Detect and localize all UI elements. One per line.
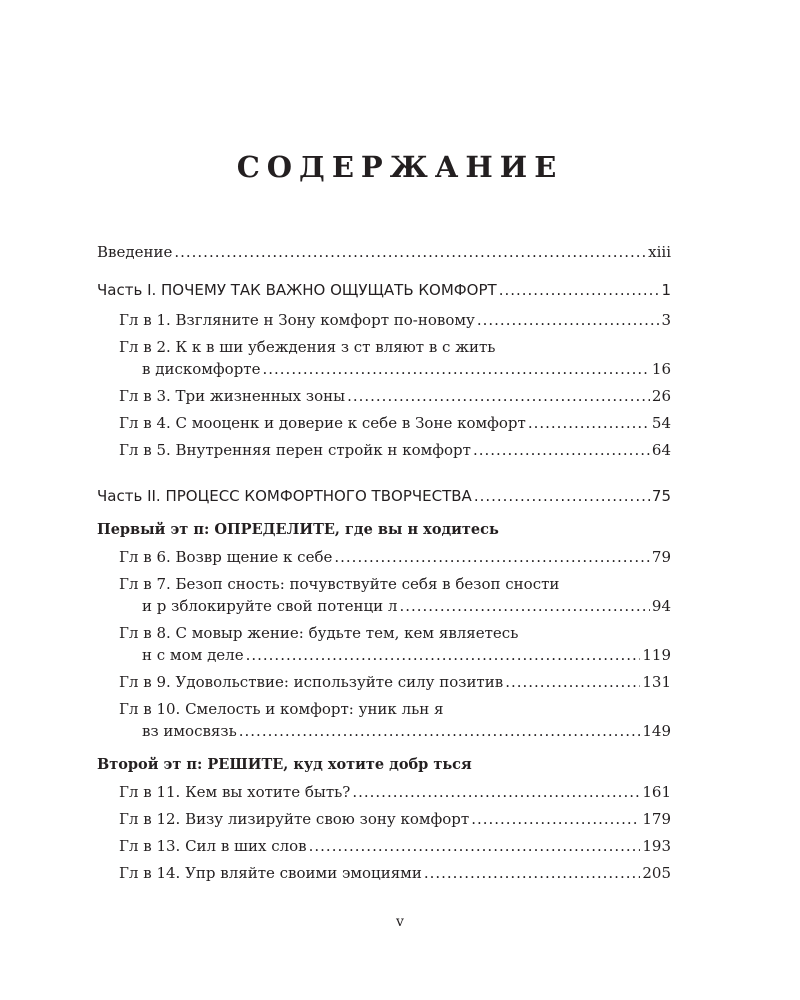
leader-dots: [505, 671, 640, 693]
entry-page: 161: [642, 783, 671, 801]
chapter-label-line2: н с мом деле: [142, 646, 244, 664]
chapter-label-line2: в дискомфорте: [142, 360, 261, 378]
leader-dots: [424, 862, 641, 884]
chapter-label: Гл в 5. Внутренняя перен стройк н комфорт: [119, 441, 471, 459]
toc-part-1[interactable]: [97, 279, 671, 301]
toc-chapter-12[interactable]: [97, 808, 671, 830]
entry-page: 131: [642, 673, 671, 691]
part-label: Часть I. ПОЧЕМУ ТАК ВАЖНО ОЩУЩАТЬ КОМФОРТ: [97, 281, 497, 299]
chapter-label-line1: Гл в 2. К к в ши убеждения з ст вляют в с жить: [119, 338, 496, 356]
entry-page: 3: [661, 311, 671, 329]
chapter-label-line2: вз имосвязь: [142, 722, 237, 740]
toc-chapter-13[interactable]: [97, 835, 671, 857]
entry-page: 16: [651, 360, 671, 378]
leader-dots: [174, 241, 646, 263]
entry-page: 79: [651, 548, 671, 566]
entry-page: 75: [651, 487, 671, 505]
stage-1-heading: Первый эт п: ОПРЕДЕЛИТЕ, где вы н ходитесь: [97, 521, 499, 538]
toc-chapter-8[interactable]: [97, 622, 671, 666]
entry-page: 205: [642, 864, 671, 882]
toc-chapter-5[interactable]: [97, 439, 671, 461]
leader-dots: [334, 546, 650, 568]
table-of-contents: [97, 236, 671, 884]
toc-chapter-4[interactable]: [97, 412, 671, 434]
leader-dots: [473, 439, 650, 461]
toc-entry-intro[interactable]: [97, 241, 671, 263]
leader-dots: [474, 485, 650, 507]
chapter-label: Гл в 6. Возвр щение к себе: [119, 548, 333, 566]
toc-chapter-10[interactable]: [97, 698, 671, 742]
entry-label: Введение: [97, 243, 173, 261]
chapter-label: Гл в 4. С мооценк и доверие к себе в Зоне комфорт: [119, 414, 526, 432]
entry-page: 119: [642, 646, 671, 664]
chapter-label-line2: и р зблокируйте свой потенци л: [142, 597, 398, 615]
chapter-label-line1: Гл в 8. С мовыр жение: будьте тем, кем являетесь: [119, 624, 519, 642]
leader-dots: [477, 309, 660, 331]
entry-page: 54: [651, 414, 671, 432]
chapter-label: Гл в 3. Три жизненных зоны: [119, 387, 346, 405]
toc-chapter-11[interactable]: [97, 781, 671, 803]
entry-page: 179: [642, 810, 671, 828]
leader-dots: [309, 835, 641, 857]
entry-page: 193: [642, 837, 671, 855]
leader-dots: [528, 412, 650, 434]
entry-page: 26: [651, 387, 671, 405]
chapter-label: Гл в 12. Визу лизируйте свою зону комфорт: [119, 810, 470, 828]
toc-chapter-2[interactable]: [97, 336, 671, 380]
entry-page: 64: [651, 441, 671, 459]
toc-chapter-1[interactable]: [97, 309, 671, 331]
toc-chapter-6[interactable]: [97, 546, 671, 568]
leader-dots: [246, 644, 641, 666]
chapter-label: Гл в 11. Кем вы хотите быть?: [119, 783, 351, 801]
stage-2-heading: Второй эт п: РЕШИТЕ, куд хотите добр ться: [97, 756, 472, 773]
entry-page: 1: [661, 281, 671, 299]
leader-dots: [352, 781, 640, 803]
leader-dots: [262, 358, 649, 380]
chapter-label-line1: Гл в 10. Смелость и комфорт: уник льн я: [119, 700, 444, 718]
page-title: СОДЕРЖАНИЕ: [236, 150, 564, 184]
entry-page: 149: [642, 722, 671, 740]
chapter-label: Гл в 14. Упр вляйте своими эмоциями: [119, 864, 422, 882]
chapter-label: Гл в 1. Взгляните н Зону комфорт по-новому: [119, 311, 475, 329]
toc-chapter-3[interactable]: [97, 385, 671, 407]
toc-chapter-9[interactable]: [97, 671, 671, 693]
toc-part-2[interactable]: [97, 485, 671, 507]
leader-dots: [499, 279, 660, 301]
toc-chapter-14[interactable]: [97, 862, 671, 884]
page-number: v: [396, 914, 404, 930]
chapter-label: Гл в 9. Удовольствие: используйте силу позитив: [119, 673, 504, 691]
entry-page: 94: [651, 597, 671, 615]
part-label: Часть II. ПРОЦЕСС КОМФОРТНОГО ТВОРЧЕСТВА: [97, 487, 472, 505]
toc-chapter-7[interactable]: [97, 573, 671, 617]
entry-page: xiii: [648, 243, 671, 261]
leader-dots: [347, 385, 650, 407]
leader-dots: [239, 720, 641, 742]
leader-dots: [471, 808, 640, 830]
leader-dots: [399, 595, 649, 617]
chapter-label: Гл в 13. Сил в ших слов: [119, 837, 307, 855]
chapter-label-line1: Гл в 7. Безоп сность: почувствуйте себя в безоп сности: [119, 575, 560, 593]
